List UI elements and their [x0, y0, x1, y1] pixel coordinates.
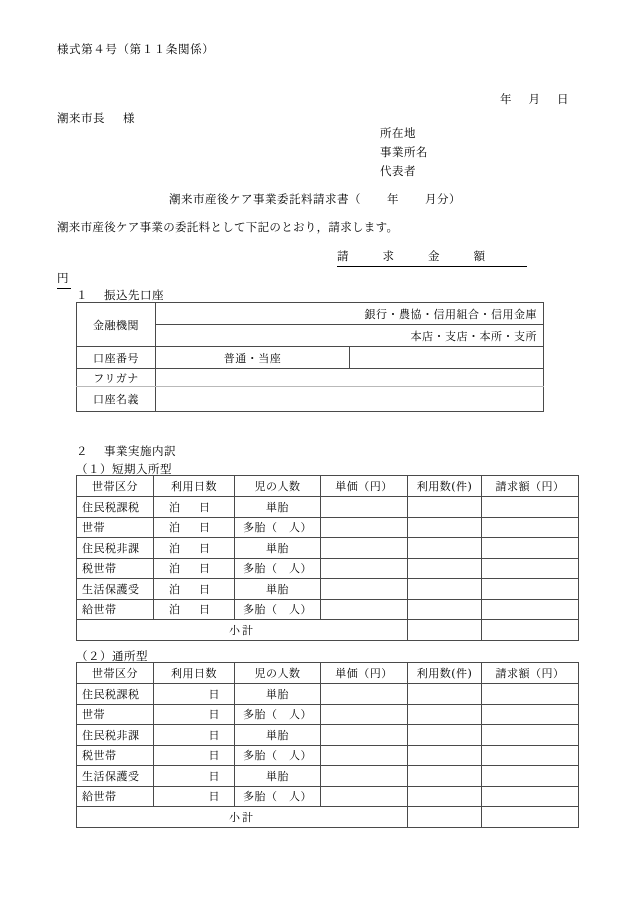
section-1-heading [76, 287, 164, 303]
row-household-label: 住民税非課 [77, 725, 154, 746]
row-claim-amount[interactable] [482, 538, 579, 559]
row-usage-days[interactable]: 日 [154, 704, 235, 725]
header-usage-days: 利用日数 [154, 476, 235, 497]
row-usage-days[interactable] [154, 497, 235, 518]
row-household-label: 生活保護受 [77, 766, 154, 787]
row-household-label: 生活保護受 [77, 579, 154, 600]
subtotal-claim-amount[interactable] [482, 620, 579, 641]
row-child-type: 単胎 [235, 684, 321, 705]
row-usage-count[interactable] [408, 599, 482, 620]
table-row [77, 369, 544, 387]
row-unit-price[interactable] [321, 766, 408, 787]
row-child-type: 単胎 [235, 497, 321, 518]
subsection-1-number: （１） [76, 462, 112, 476]
subsection-2-number: （２） [76, 649, 112, 663]
row-unit-price[interactable] [321, 704, 408, 725]
claim-amount-char-3: 金 [428, 249, 440, 263]
row-household-label: 世帯 [77, 704, 154, 725]
row-usage-count[interactable] [408, 745, 482, 766]
row-usage-days[interactable] [154, 599, 235, 620]
bank-account-table [76, 302, 544, 412]
row-claim-amount[interactable] [482, 684, 579, 705]
table-row [77, 347, 544, 369]
row-usage-count[interactable] [408, 538, 482, 559]
day-unit-label: 日 [199, 562, 211, 576]
row-usage-days[interactable] [154, 517, 235, 538]
row-claim-amount[interactable] [482, 517, 579, 538]
date-line [500, 91, 569, 107]
row-household-label: 世帯 [77, 517, 154, 538]
row-child-type: 単胎 [235, 579, 321, 600]
date-month-label: 月 [528, 92, 540, 106]
row-claim-amount[interactable] [482, 497, 579, 518]
row-household-label: 税世帯 [77, 745, 154, 766]
row-child-type: 多胎（ 人） [235, 599, 321, 620]
row-claim-amount[interactable] [482, 766, 579, 787]
row-claim-amount[interactable] [482, 745, 579, 766]
subtotal-row [77, 807, 579, 828]
stay-unit-label: 泊 [169, 500, 181, 514]
table-row [77, 684, 579, 705]
header-claim-amount: 請求額（円） [482, 476, 579, 497]
row-usage-days[interactable]: 日 [154, 684, 235, 705]
account-kind-option[interactable]: 普通・当座 [156, 347, 350, 369]
row-unit-price[interactable] [321, 684, 408, 705]
day-unit-label: 日 [199, 541, 211, 555]
header-unit-price: 単価（円） [321, 663, 408, 684]
table-row [77, 786, 579, 807]
claim-amount-char-4: 額 [473, 249, 485, 263]
header-usage-count: 利用数(件) [408, 476, 482, 497]
bank-institution-type-line[interactable]: 銀行・農協・信用組合・信用金庫 [156, 303, 544, 325]
issuer-office-name-label: 事業所名 [380, 145, 428, 159]
day-unit-label: 日 [199, 603, 211, 617]
stay-unit-label: 泊 [169, 541, 181, 555]
row-household-label: 給世帯 [77, 786, 154, 807]
table-row [77, 497, 579, 518]
row-claim-amount[interactable] [482, 558, 579, 579]
row-usage-days[interactable] [154, 538, 235, 559]
row-child-type: 単胎 [235, 725, 321, 746]
row-usage-count[interactable] [408, 558, 482, 579]
row-child-type: 単胎 [235, 538, 321, 559]
header-usage-days: 利用日数 [154, 663, 235, 684]
row-child-type: 多胎（ 人） [235, 786, 321, 807]
section-1-number: １ [76, 288, 88, 302]
row-child-type: 多胎（ 人） [235, 558, 321, 579]
row-usage-days[interactable]: 日 [154, 725, 235, 746]
stay-unit-label: 泊 [169, 562, 181, 576]
section-2-title: 事業実施内訳 [104, 444, 176, 458]
row-claim-amount[interactable] [482, 704, 579, 725]
header-child-count: 児の人数 [235, 476, 321, 497]
addressee-name: 潮来市長 [57, 111, 105, 125]
subtotal-usage-count[interactable] [408, 620, 482, 641]
row-usage-count[interactable] [408, 704, 482, 725]
claim-amount-char-2: 求 [382, 249, 394, 263]
row-child-type: 多胎（ 人） [235, 704, 321, 725]
row-unit-price[interactable] [321, 745, 408, 766]
section-2-number: ２ [76, 444, 88, 458]
subtotal-label: 小計 [77, 620, 408, 641]
row-usage-count[interactable] [408, 517, 482, 538]
stay-unit-label: 泊 [169, 521, 181, 535]
row-unit-price[interactable] [321, 538, 408, 559]
table-row [77, 704, 579, 725]
addressee [57, 110, 135, 126]
row-usage-count[interactable] [408, 786, 482, 807]
form-number: 様式第４号（第１１条関係） [57, 42, 215, 56]
account-holder-label: 口座名義 [77, 387, 156, 412]
stay-unit-label: 泊 [169, 603, 181, 617]
table-row [77, 558, 579, 579]
day-use-breakdown-table [76, 662, 579, 828]
page-title-year: 年 [387, 192, 399, 206]
issuer-block [380, 124, 428, 181]
table-row [77, 579, 579, 600]
row-claim-amount[interactable] [482, 579, 579, 600]
row-household-label: 住民税課税 [77, 684, 154, 705]
account-number-value[interactable] [350, 347, 544, 369]
account-number-label: 口座番号 [77, 347, 156, 369]
claim-amount-label [337, 248, 527, 267]
table-row [77, 387, 544, 412]
row-unit-price[interactable] [321, 599, 408, 620]
subtotal-claim-amount[interactable] [482, 807, 579, 828]
page-title [0, 191, 630, 207]
day-unit-label: 日 [199, 500, 211, 514]
row-usage-days[interactable] [154, 579, 235, 600]
header-usage-count: 利用数(件) [408, 663, 482, 684]
table-row [77, 766, 579, 787]
row-usage-days[interactable]: 日 [154, 766, 235, 787]
stay-unit-label: 泊 [169, 582, 181, 596]
row-usage-count[interactable] [408, 725, 482, 746]
row-usage-days[interactable] [154, 558, 235, 579]
table-header-row [77, 476, 579, 497]
furigana-label: フリガナ [77, 369, 156, 387]
table-header-row [77, 663, 579, 684]
row-child-type: 単胎 [235, 766, 321, 787]
row-unit-price[interactable] [321, 558, 408, 579]
subtotal-usage-count[interactable] [408, 807, 482, 828]
short-stay-breakdown-table [76, 475, 579, 641]
bank-branch-type-line[interactable]: 本店・支店・本所・支所 [156, 325, 544, 347]
row-claim-amount[interactable] [482, 786, 579, 807]
header-child-count: 児の人数 [235, 663, 321, 684]
furigana-value[interactable] [156, 369, 544, 387]
day-unit-label: 日 [199, 521, 211, 535]
table-row [77, 725, 579, 746]
row-unit-price[interactable] [321, 579, 408, 600]
header-household-category: 世帯区分 [77, 663, 154, 684]
row-usage-count[interactable] [408, 684, 482, 705]
intro-text: 潮来市産後ケア事業の委託料として下記のとおり，請求します。 [57, 220, 399, 234]
subsection-1-title: 短期入所型 [112, 462, 172, 476]
row-unit-price[interactable] [321, 725, 408, 746]
row-household-label: 住民税非課 [77, 538, 154, 559]
addressee-honorific: 様 [123, 111, 135, 125]
row-unit-price[interactable] [321, 517, 408, 538]
row-usage-days[interactable]: 日 [154, 745, 235, 766]
subtotal-row [77, 620, 579, 641]
row-usage-count[interactable] [408, 579, 482, 600]
row-usage-days[interactable]: 日 [154, 786, 235, 807]
table-row [77, 538, 579, 559]
claim-amount-char-1: 請 [337, 249, 349, 263]
bank-institution-label: 金融機関 [77, 303, 156, 347]
date-year-label: 年 [500, 92, 512, 106]
row-household-label: 住民税課税 [77, 497, 154, 518]
subsection-2-title: 通所型 [112, 649, 148, 663]
table-row [77, 517, 579, 538]
claim-amount-unit: 円 [57, 270, 71, 289]
account-holder-value[interactable] [156, 387, 544, 412]
row-usage-count[interactable] [408, 766, 482, 787]
section-1-title: 振込先口座 [104, 288, 164, 302]
row-child-type: 多胎（ 人） [235, 517, 321, 538]
page-title-main: 潮来市産後ケア事業委託料請求書（ [169, 192, 361, 206]
header-claim-amount: 請求額（円） [482, 663, 579, 684]
table-row [77, 303, 544, 325]
issuer-representative-label: 代表者 [380, 164, 416, 178]
header-household-category: 世帯区分 [77, 476, 154, 497]
header-unit-price: 単価（円） [321, 476, 408, 497]
subtotal-label: 小計 [77, 807, 408, 828]
table-row [77, 745, 579, 766]
row-usage-count[interactable] [408, 497, 482, 518]
row-unit-price[interactable] [321, 497, 408, 518]
row-unit-price[interactable] [321, 786, 408, 807]
section-2-heading [76, 443, 176, 459]
table-row [77, 599, 579, 620]
issuer-address-label: 所在地 [380, 126, 416, 140]
date-day-label: 日 [557, 92, 569, 106]
row-claim-amount[interactable] [482, 725, 579, 746]
page-title-month: 月分） [425, 192, 461, 206]
row-child-type: 多胎（ 人） [235, 745, 321, 766]
day-unit-label: 日 [199, 582, 211, 596]
row-claim-amount[interactable] [482, 599, 579, 620]
row-household-label: 給世帯 [77, 599, 154, 620]
row-household-label: 税世帯 [77, 558, 154, 579]
